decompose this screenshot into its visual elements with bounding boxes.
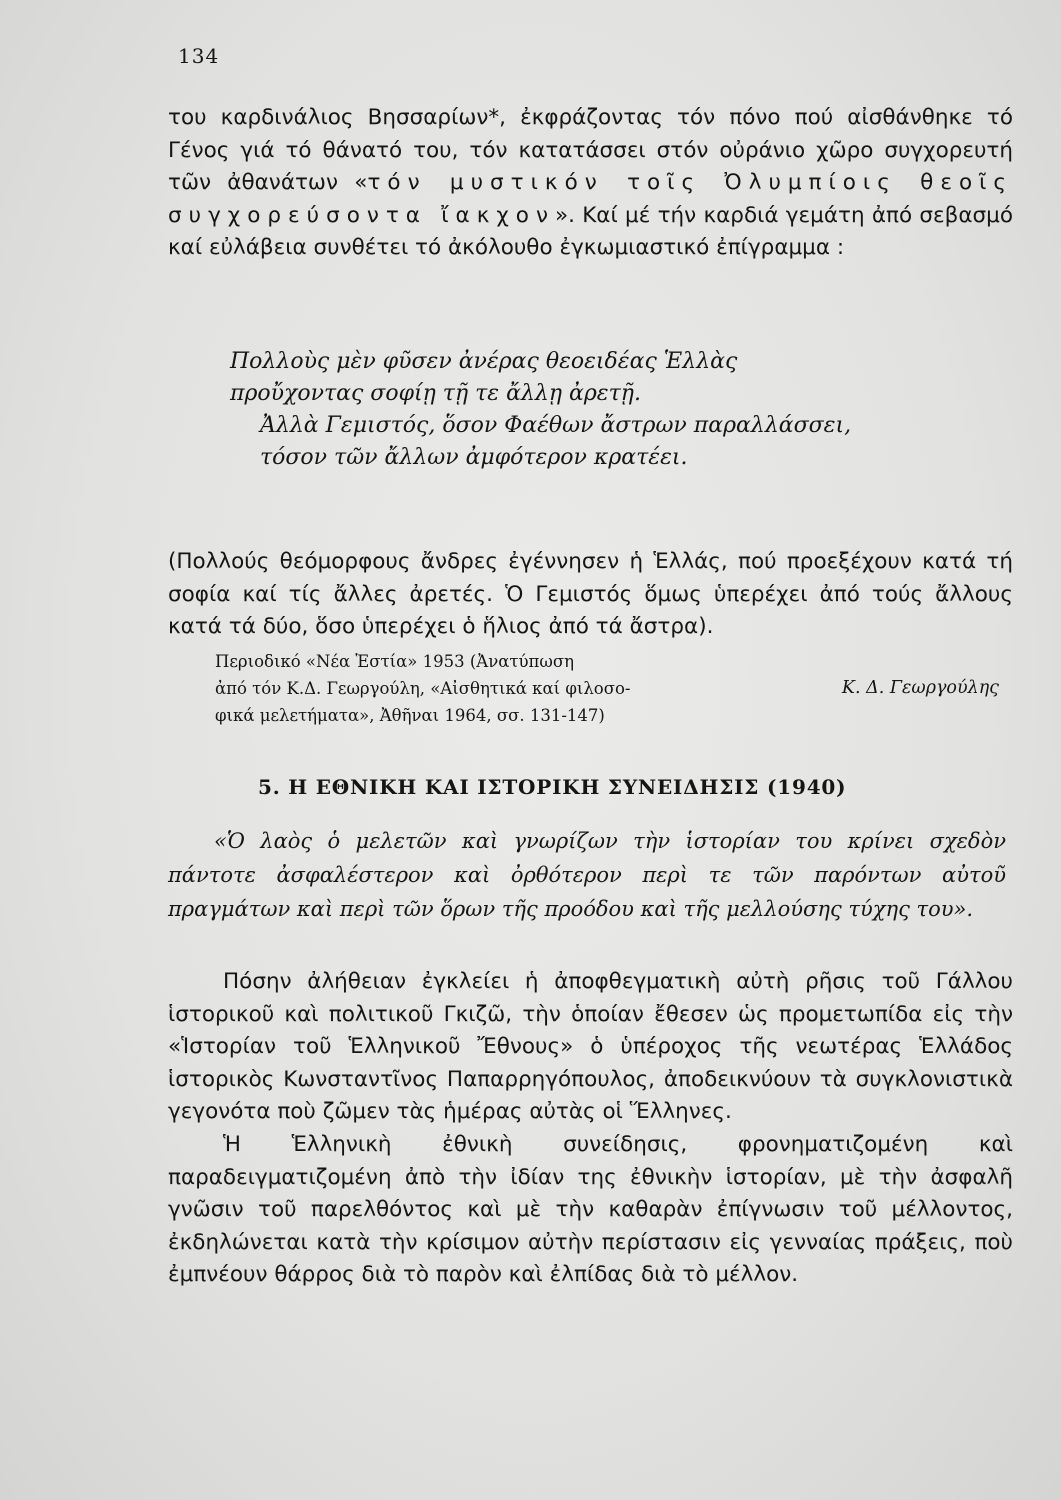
epigram-line-4: τόσον τῶν ἄλλων ἀμφότερον κρατέει. bbox=[260, 445, 688, 470]
author-attribution: Κ. Δ. Γεωργούλης bbox=[841, 678, 999, 698]
source-line-2: ἀπό τόν Κ.Δ. Γεωργούλη, «Αἰσθητικά καί φιλοσο- bbox=[215, 679, 631, 698]
intro-paragraph bbox=[168, 102, 1013, 265]
paragraph-2: Ἡ Ἑλληνικὴ ἐθνικὴ συνείδησις, φρονηματιζομένη καὶ παραδειγματιζομένη ἀπὸ τὴν ἰδίαν της ἐθνικὴν ἱστορίαν, μὲ τὴν ἀσφαλῆ γνῶσιν τοῦ παρελθόντος καὶ μὲ τὴν καθαρὰν ἐπίγνωσιν τοῦ μέλλοντος, ἐκδηλώνεται κατὰ τὴν κρίσιμον αὐτὴν περίστασιν εἰς γενναίας πράξεις, ποὺ ἐμπνέουν θάρρος διὰ τὸ παρὸν καὶ ἐλπίδας διὰ τὸ μέλλον. bbox=[168, 1131, 1013, 1288]
epigram-translation: (Πολλούς θεόμορφους ἄνδρες ἐγέννησεν ἡ Ἑλλάς, πού προεξέχουν κατά τή σοφία καί τίς ἄλλες ἀρετές. Ὁ Γεμιστός ὅμως ὑπερέχει ἀπό τούς ἄλλους κατά τά δύο, ὅσο ὑπερέχει ὁ ἥλιος ἀπό τά ἄστρα). bbox=[168, 549, 1013, 640]
spaced-quotation: τόν μυστικόν τοῖς Ὀλυμπίοις θεοῖς συγχορεύσοντα ἴακχον bbox=[168, 170, 1014, 228]
guizot-quote: «Ὁ λαὸς ὁ μελετῶν καὶ γνωρίζων τὴν ἱστορίαν του κρίνει σχεδὸν πάντοτε ἀσφαλέστερον καὶ ὀρθότερον περὶ τε τῶν παρόντων αὐτοῦ πραγμάτων καὶ περὶ τῶν ὅρων τῆς προόδου καὶ τῆς μελλούσης τύχης του». bbox=[168, 829, 1006, 921]
section-heading: 5. Η ΕΘΝΙΚΗ ΚΑΙ ΙΣΤΟΡΙΚΗ ΣΥΝΕΙΔΗΣΙΣ (1940) bbox=[258, 775, 847, 799]
intro-text-end: ». Καί μέ τήν καρδιά γεμάτη ἀπό σεβασμό καί εὐλάβεια συνθέτει τό ἀκόλουθο ἐγκωμιαστικό ἐπίγραμμα : bbox=[168, 202, 1013, 261]
epigram-line-2: προὔχοντας σοφίῃ τῇ τε ἄλλῃ ἀρετῇ. bbox=[230, 381, 641, 406]
source-line-1: Περιοδικό «Νέα Ἑστία» 1953 (Ἀνατύπωση bbox=[215, 652, 574, 671]
epigram bbox=[230, 346, 990, 474]
paragraph-1: Πόσην ἀλήθειαν ἐγκλείει ἡ ἀποφθεγματικὴ αὐτὴ ρῆσις τοῦ Γάλλου ἱστορικοῦ καὶ πολιτικοῦ Γκιζῶ, τὴν ὁποίαν ἔθεσεν ὡς προμετωπίδα εἰς τὴν «Ἱστορίαν τοῦ Ἑλληνικοῦ Ἔθνους» ὁ ὑπέροχος τῆς νεωτέρας Ἑλλάδος ἱστορικὸς Κωνσταντῖνος Παπαρρηγόπουλος, ἀποδεικνύουν τὰ συγκλονιστικὰ γεγονότα ποὺ ζῶμεν τὰς ἡμέρας αὐτὰς οἱ Ἕλληνες. bbox=[168, 969, 1013, 1125]
source-citation bbox=[215, 648, 735, 729]
intro-text-start: του καρδινάλιος Βησσαρίων*, ἐκφράζοντας τόν πόνο πού αἰσθάνθηκε τό Γένος γιά τό θάνατό του, τόν κατατάσσει στόν οὐράνιο χῶρο συγχορευτή τῶν ἀθανάτων « bbox=[168, 105, 1013, 196]
main-text bbox=[168, 966, 1013, 1292]
epigram-line-1: Πολλοὺς μὲν φῦσεν ἀνέρας θεοειδέας Ἑλλὰς bbox=[230, 349, 738, 374]
epigram-line-3: Ἀλλὰ Γεμιστός, ὅσον Φαέθων ἄστρων παραλλάσσει, bbox=[260, 413, 852, 438]
source-line-3: φικά μελετήματα», Ἀθῆναι 1964, σσ. 131-147) bbox=[215, 706, 605, 725]
page-number: 134 bbox=[178, 44, 220, 68]
